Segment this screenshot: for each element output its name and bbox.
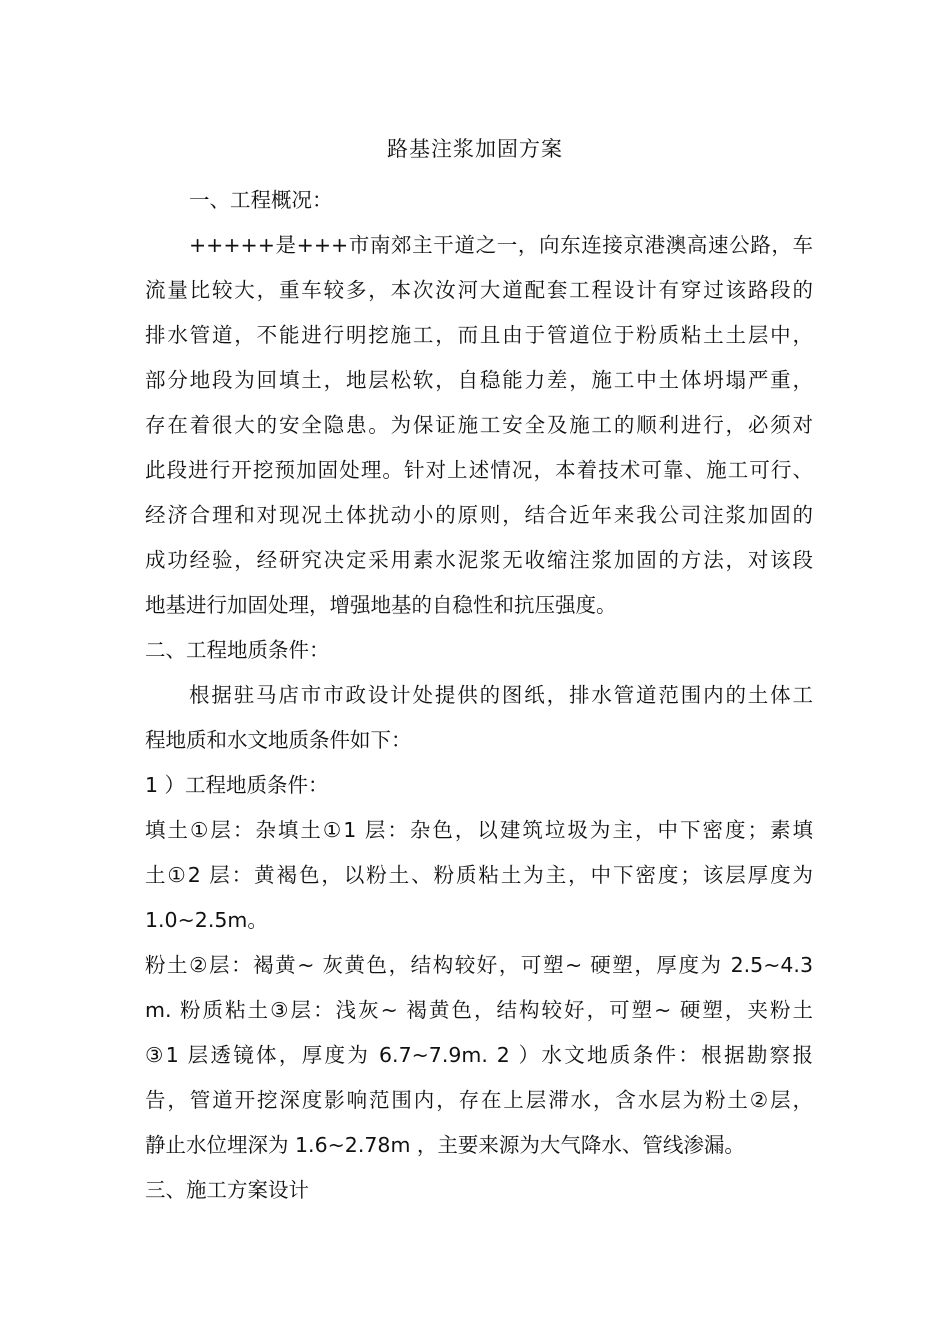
paragraph-line: +++++是+++市南郊主干道之一，向东连接京港澳高速公路，车 xyxy=(189,233,813,257)
geology-paragraph xyxy=(145,673,813,763)
paragraph-line: 此段进行开挖预加固处理。针对上述情况，本着技术可靠、施工可行、 xyxy=(145,458,813,482)
paragraph-line: 根据驻马店市市政设计处提供的图纸，排水管道范围内的土体工 xyxy=(189,683,813,707)
paragraph-line: 告，管道开挖深度影响范围内，存在上层滞水，含水层为粉土②层， xyxy=(145,1088,813,1112)
overview-paragraph xyxy=(145,223,813,628)
section-heading-design-wrap xyxy=(145,1168,813,1213)
paragraph-line: 填土①层：杂填土①1 层：杂色，以建筑垃圾为主，中下密度；素填 xyxy=(145,818,813,842)
paragraph-line: 1.0~2.5m。 xyxy=(145,908,268,932)
subsection-heading-engineering-wrap xyxy=(145,763,813,808)
paragraph-line: 流量比较大，重车较多，本次汝河大道配套工程设计有穿过该路段的 xyxy=(145,278,813,302)
section-heading-geology: 二、工程地质条件： xyxy=(145,638,330,662)
paragraph-line: m. 粉质粘土③层：浅灰~ 褐黄色，结构较好，可塑~ 硬塑，夹粉土 xyxy=(145,998,813,1022)
paragraph-line: 存在着很大的安全隐患。为保证施工安全及施工的顺利进行，必须对 xyxy=(145,413,813,437)
paragraph-line: 部分地段为回填土，地层松软，自稳能力差，施工中土体坍塌严重， xyxy=(145,368,813,392)
paragraph-line: 土①2 层：黄褐色，以粉土、粉质粘土为主，中下密度；该层厚度为 xyxy=(145,863,813,887)
section-heading-overview-wrap xyxy=(145,178,813,223)
paragraph-line: ③1 层透镜体，厚度为 6.7~7.9m. 2 ）水文地质条件：根据勘察报 xyxy=(145,1043,813,1067)
subsection-heading-engineering: 1 ）工程地质条件： xyxy=(145,773,329,797)
paragraph-line: 成功经验，经研究决定采用素水泥浆无收缩注浆加固的方法，对该段 xyxy=(145,548,813,572)
section-heading-design: 三、施工方案设计 xyxy=(145,1178,309,1202)
section-heading-geology-wrap xyxy=(145,628,813,673)
paragraph-line: 静止水位埋深为 1.6~2.78m ，主要来源为大气降水、管线渗漏。 xyxy=(145,1133,745,1157)
section-heading-overview: 一、工程概况： xyxy=(189,188,333,212)
paragraph-line: 经济合理和对现况土体扰动小的原则，结合近年来我公司注浆加固的 xyxy=(145,503,813,527)
engineering-geology-content xyxy=(145,808,813,1168)
paragraph-line: 地基进行加固处理，增强地基的自稳性和抗压强度。 xyxy=(145,593,617,617)
document-title: 路基注浆加固方案 xyxy=(387,137,563,161)
paragraph-line: 程地质和水文地质条件如下： xyxy=(145,728,412,752)
paragraph-line: 排水管道，不能进行明挖施工，而且由于管道位于粉质粘土土层中， xyxy=(145,323,813,347)
paragraph-line: 粉土②层：褐黄~ 灰黄色，结构较好，可塑~ 硬塑，厚度为 2.5~4.3 xyxy=(145,953,813,977)
